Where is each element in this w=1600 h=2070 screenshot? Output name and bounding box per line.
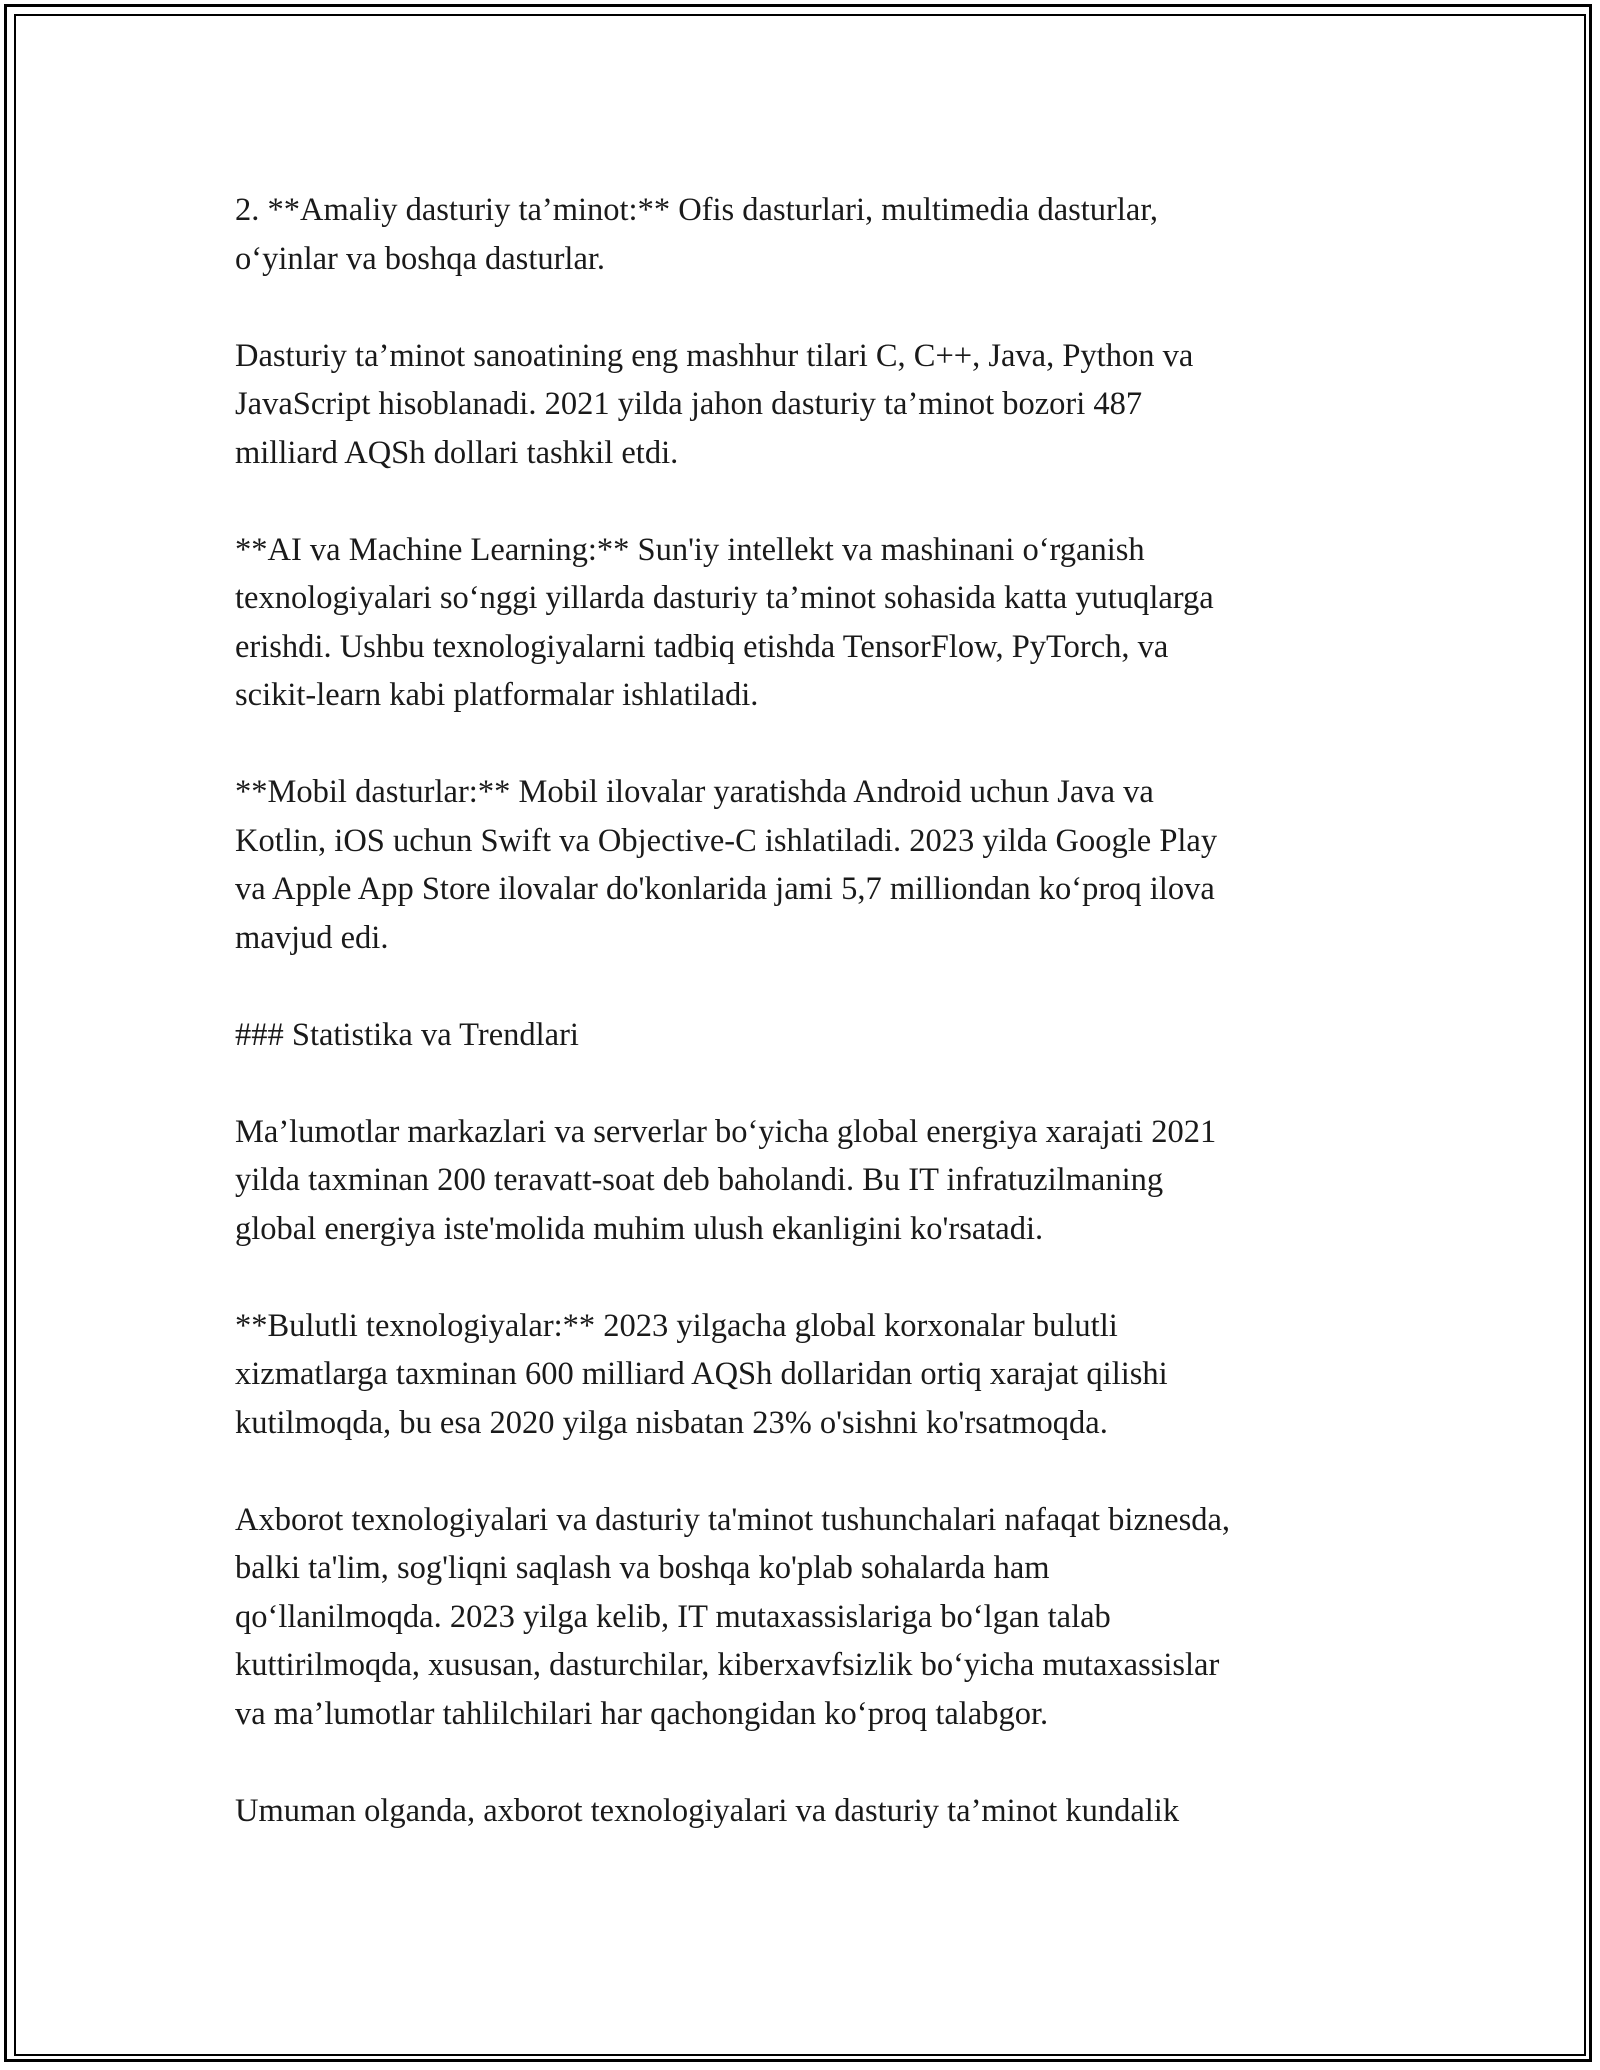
paragraph-umuman — [235, 1787, 1385, 1836]
text-line: scikit-learn kabi platformalar ishlatiladi. — [235, 677, 759, 713]
text-line: Umuman olganda, axborot texnologiyalari va dasturiy ta’minot kundalik — [235, 1792, 1180, 1829]
document-body — [235, 186, 1385, 1835]
text-line: kuttirilmoqda, xususan, dasturchilar, kiberxavfsizlik bo‘yicha mutaxassislar — [235, 1647, 1220, 1683]
text-line: Ma’lumotlar markazlari va serverlar bo‘yicha global energiya xarajati 2021 — [235, 1113, 1217, 1150]
text-line: va ma’lumotlar tahlilchilari har qachongidan ko‘proq talabgor. — [235, 1695, 1049, 1732]
text-line: **AI va Machine Learning:** Sun'iy intellekt va mashinani o‘rganish — [235, 531, 1145, 568]
text-line: balki ta'lim, sog'liqni saqlash va boshqa ko'plab sohalarda ham — [235, 1550, 1050, 1586]
section-heading-statistika — [235, 1011, 1385, 1060]
text-line: milliard AQSh dollari tashkil etdi. — [235, 434, 679, 471]
text-line: 2. **Amaliy dasturiy ta’minot:** Ofis dasturlari, multimedia dasturlar, — [235, 192, 1158, 228]
paragraph-mobil — [235, 768, 1385, 962]
text-line: yilda taxminan 200 teravatt-soat deb baholandi. Bu IT infratuzilmaning — [235, 1162, 1164, 1198]
text-line: Axborot texnologiyalari va dasturiy ta'minot tushunchalari nafaqat biznesda, — [235, 1501, 1231, 1538]
paragraph-bulutli — [235, 1302, 1385, 1448]
text-line: qo‘llanilmoqda. 2023 yilga kelib, IT mutaxassislariga bo‘lgan talab — [235, 1598, 1111, 1635]
paragraph-ai-ml — [235, 526, 1385, 720]
paragraph-amaliy-dasturiy — [235, 186, 1385, 283]
text-line: JavaScript hisoblanadi. 2021 yilda jahon dasturiy ta’minot bozori 487 — [235, 386, 1143, 422]
text-line: xizmatlarga taxminan 600 milliard AQSh dollaridan ortiq xarajat qilishi — [235, 1356, 1168, 1392]
paragraph-tillar — [235, 332, 1385, 478]
text-line: **Bulutli texnologiyalar:** 2023 yilgacha global korxonalar bulutli — [235, 1307, 1118, 1344]
text-line: mavjud edi. — [235, 919, 389, 956]
text-line: va Apple App Store ilovalar do'konlarida jami 5,7 milliondan ko‘proq ilova — [235, 871, 1215, 907]
text-line: Dasturiy ta’minot sanoatining eng mashhur tilari C, C++, Java, Python va — [235, 337, 1194, 374]
text-line: **Mobil dasturlar:** Mobil ilovalar yaratishda Android uchun Java va — [235, 774, 1154, 810]
text-line: texnologiyalari so‘nggi yillarda dasturiy ta’minot sohasida katta yutuqlarga — [235, 580, 1214, 616]
text-line: o‘yinlar va boshqa dasturlar. — [235, 240, 606, 277]
paragraph-energiya — [235, 1108, 1385, 1254]
text-line: Kotlin, iOS uchun Swift va Objective-C ishlatiladi. 2023 yilda Google Play — [235, 822, 1218, 859]
text-line: ### Statistika va Trendlari — [235, 1016, 579, 1053]
text-line: erishdi. Ushbu texnologiyalarni tadbiq etishda TensorFlow, PyTorch, va — [235, 628, 1169, 665]
text-line: kutilmoqda, bu esa 2020 yilga nisbatan 23% o'sishni ko'rsatmoqda. — [235, 1404, 1108, 1441]
text-line: global energiya iste'molida muhim ulush ekanligini ko'rsatadi. — [235, 1210, 1044, 1247]
paragraph-axborot — [235, 1496, 1385, 1739]
